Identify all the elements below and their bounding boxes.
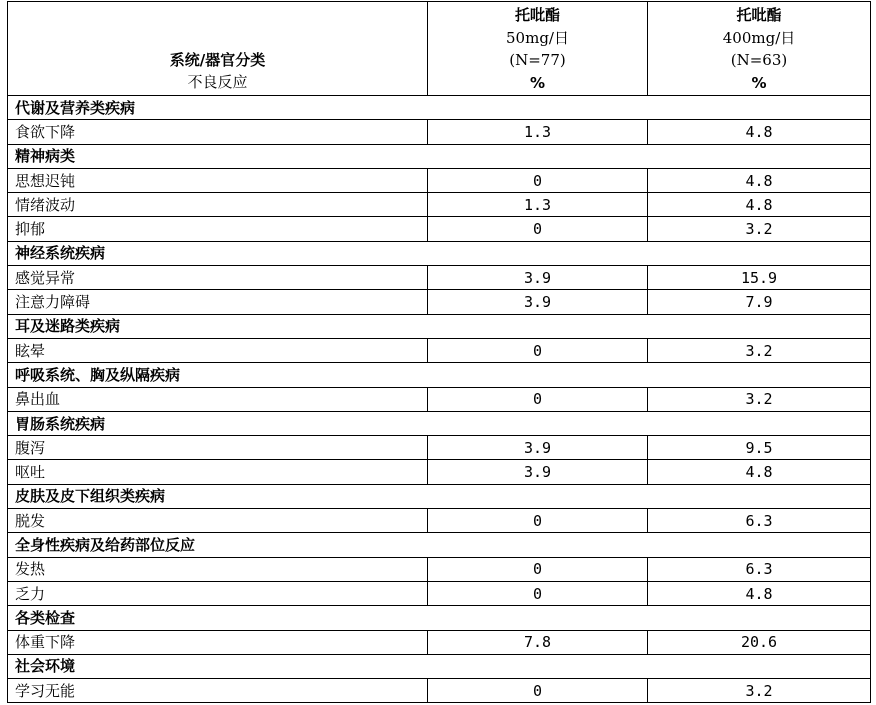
value-400mg: 20.6 bbox=[648, 630, 871, 654]
header-unit: % bbox=[529, 73, 546, 92]
header-soc-cell bbox=[8, 2, 428, 96]
table-row bbox=[8, 387, 871, 411]
section-row bbox=[8, 96, 871, 120]
adverse-reactions-table bbox=[7, 1, 871, 703]
section-row bbox=[8, 411, 871, 435]
header-drug-name: 托吡酯 bbox=[736, 6, 782, 24]
value-50mg: 0 bbox=[428, 168, 648, 192]
reaction-name: 眩晕 bbox=[8, 338, 428, 362]
header-dose: 400mg/日 bbox=[722, 28, 796, 47]
reaction-name: 腹泻 bbox=[8, 436, 428, 460]
reaction-name: 鼻出血 bbox=[8, 387, 428, 411]
value-50mg: 0 bbox=[428, 557, 648, 581]
value-400mg: 3.2 bbox=[648, 338, 871, 362]
value-50mg: 0 bbox=[428, 217, 648, 241]
reaction-name: 体重下降 bbox=[8, 630, 428, 654]
header-adverse-reaction: 不良反应 bbox=[187, 73, 248, 91]
table-row bbox=[8, 509, 871, 533]
reaction-name: 呕吐 bbox=[8, 460, 428, 484]
reaction-name: 乏力 bbox=[8, 581, 428, 605]
section-row bbox=[8, 654, 871, 678]
table-row bbox=[8, 217, 871, 241]
reaction-name: 感觉异常 bbox=[8, 266, 428, 290]
header-n: (N=77) bbox=[509, 51, 566, 69]
table-row bbox=[8, 460, 871, 484]
table-row bbox=[8, 436, 871, 460]
header-n: (N=63) bbox=[730, 51, 788, 69]
header-unit: % bbox=[751, 73, 767, 92]
table-header-row bbox=[8, 2, 871, 96]
section-row bbox=[8, 314, 871, 338]
section-title: 神经系统疾病 bbox=[8, 241, 871, 265]
table-row bbox=[8, 290, 871, 314]
table-row bbox=[8, 630, 871, 654]
table-row bbox=[8, 266, 871, 290]
reaction-name: 食欲下降 bbox=[8, 120, 428, 144]
table-row bbox=[8, 193, 871, 217]
table-row bbox=[8, 581, 871, 605]
table-row bbox=[8, 338, 871, 362]
table-row bbox=[8, 679, 871, 703]
section-row bbox=[8, 144, 871, 168]
value-50mg: 3.9 bbox=[428, 460, 648, 484]
value-400mg: 4.8 bbox=[648, 168, 871, 192]
section-title: 全身性疾病及给药部位反应 bbox=[8, 533, 871, 557]
value-50mg: 0 bbox=[428, 509, 648, 533]
value-50mg: 1.3 bbox=[428, 120, 648, 144]
value-50mg: 0 bbox=[428, 581, 648, 605]
reaction-name: 学习无能 bbox=[8, 679, 428, 703]
value-50mg: 1.3 bbox=[428, 193, 648, 217]
value-50mg: 3.9 bbox=[428, 436, 648, 460]
reaction-name: 思想迟钝 bbox=[8, 168, 428, 192]
table-row bbox=[8, 168, 871, 192]
value-400mg: 4.8 bbox=[648, 581, 871, 605]
value-50mg: 7.8 bbox=[428, 630, 648, 654]
section-title: 耳及迷路类疾病 bbox=[8, 314, 871, 338]
reaction-name: 抑郁 bbox=[8, 217, 428, 241]
value-50mg: 0 bbox=[428, 679, 648, 703]
table-row bbox=[8, 557, 871, 581]
table-row bbox=[8, 120, 871, 144]
reaction-name: 注意力障碍 bbox=[8, 290, 428, 314]
value-400mg: 3.2 bbox=[648, 679, 871, 703]
section-title: 精神病类 bbox=[8, 144, 871, 168]
reaction-name: 发热 bbox=[8, 557, 428, 581]
value-400mg: 4.8 bbox=[648, 193, 871, 217]
header-soc-title: 系统/器官分类 bbox=[169, 51, 266, 69]
reaction-name: 情绪波动 bbox=[8, 193, 428, 217]
reaction-name: 脱发 bbox=[8, 509, 428, 533]
section-title: 各类检查 bbox=[8, 606, 871, 630]
header-50mg-cell bbox=[428, 2, 648, 96]
section-row bbox=[8, 241, 871, 265]
section-row bbox=[8, 484, 871, 508]
value-50mg: 3.9 bbox=[428, 266, 648, 290]
table-body bbox=[8, 96, 871, 703]
value-50mg: 0 bbox=[428, 387, 648, 411]
value-50mg: 0 bbox=[428, 338, 648, 362]
section-title: 社会环境 bbox=[8, 654, 871, 678]
section-row bbox=[8, 363, 871, 387]
section-title: 呼吸系统、胸及纵隔疾病 bbox=[8, 363, 871, 387]
value-400mg: 3.2 bbox=[648, 217, 871, 241]
value-50mg: 3.9 bbox=[428, 290, 648, 314]
header-drug-name: 托吡酯 bbox=[514, 6, 560, 24]
section-row bbox=[8, 606, 871, 630]
header-dose: 50mg/日 bbox=[506, 28, 569, 47]
value-400mg: 7.9 bbox=[648, 290, 871, 314]
header-400mg-cell bbox=[648, 2, 871, 96]
section-title: 代谢及营养类疾病 bbox=[8, 96, 871, 120]
value-400mg: 6.3 bbox=[648, 557, 871, 581]
section-title: 皮肤及皮下组织类疾病 bbox=[8, 484, 871, 508]
value-400mg: 4.8 bbox=[648, 460, 871, 484]
value-400mg: 9.5 bbox=[648, 436, 871, 460]
section-row bbox=[8, 533, 871, 557]
section-title: 胃肠系统疾病 bbox=[8, 411, 871, 435]
value-400mg: 3.2 bbox=[648, 387, 871, 411]
value-400mg: 4.8 bbox=[648, 120, 871, 144]
value-400mg: 6.3 bbox=[648, 509, 871, 533]
value-400mg: 15.9 bbox=[648, 266, 871, 290]
